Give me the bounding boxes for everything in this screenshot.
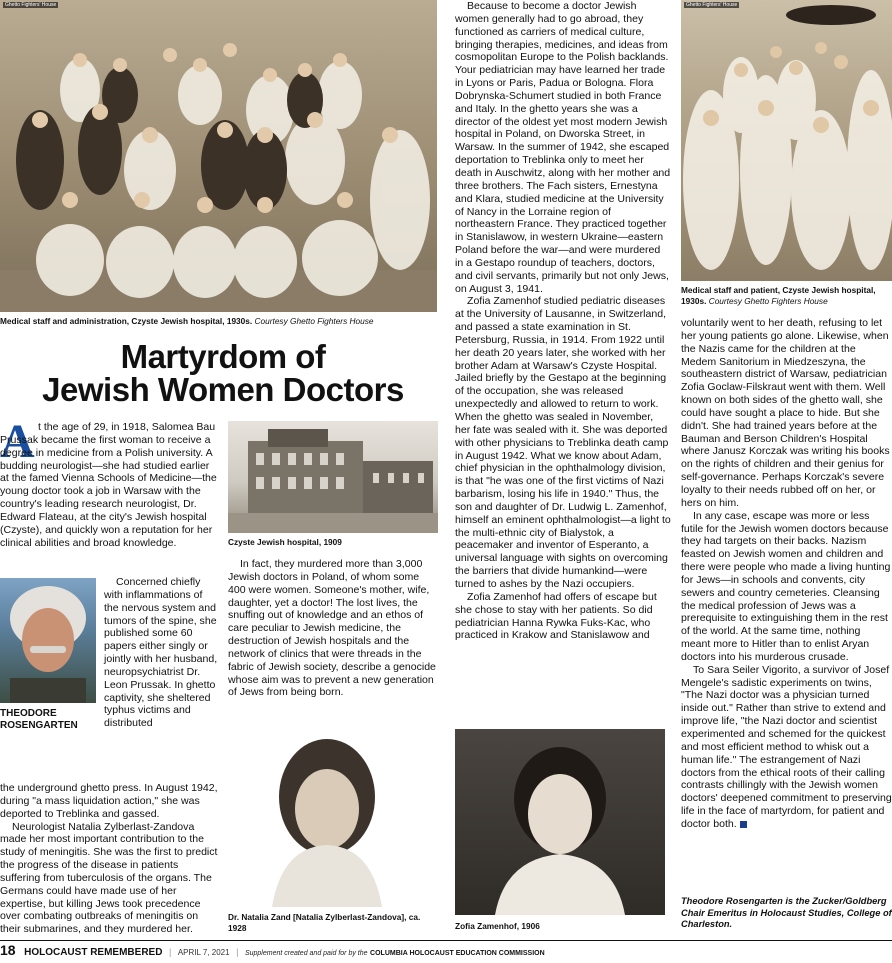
hospital-building-illustration <box>228 421 438 533</box>
author-name <box>0 708 100 732</box>
supplement-note: Supplement created and paid for by the <box>244 950 368 957</box>
paragraph: In any case, escape was more or less futile for the Jewish women doctors because they had targets on their backs. Nazism feasted on Jewish women and children and there were people who made a living hunting for Jews—in schools and convents, city sewers and country cemeteries. Cleansing the medical profession of Jews was a prerequisite to extinguishing them in the rest of the world. At the same time, nothing meant more to Hitler than to enlist Aryan doctors into his murderous crusade. <box>681 509 891 663</box>
photo-credit-tag: Ghetto Fighters' House <box>5 2 57 8</box>
paragraph: Because to become a doctor Jewish women generally had to go abroad, they functioned as carriers of medical culture, bringing therapies, medicines, and ideas from cosmopolitan Europe to the Polish backlands. Your pediatrician may have learned her trade in Lyons or Paris, Padua or Bologna. Flora Dobrynska-Schumert studied in both France and Italy. In the ghetto years she was a director of the oldest yet most modern Jewish hospital in Poland, on Dworska Street, in Warsaw. In the summer of 1942, she escaped deportation to Treblinka only to meet her death in Auschwitz, along with her mother and three brothers. The Fach sisters, Ernestyna and Klara, studied medicine at the University of Nancy in the Lorraine region of northeastern France. They practiced together in Stanislawow, in western Ukraine—eastern Poland before the war—and were murdered in a Gestapo roundup of teachers, doctors, and civil servants, primarily but not only Jews, on August 3, 1941. <box>455 0 671 295</box>
caption-title: Medical staff and administration, Czyste Jewish hospital, 1930s. <box>0 316 253 326</box>
staff-group-photo <box>0 0 437 312</box>
zand-portrait <box>252 727 402 907</box>
zamenhof-portrait-photo <box>455 729 665 915</box>
column-2-text <box>228 558 438 699</box>
paragraph: In fact, they murdered more than 3,000 Jewish doctors in Poland, of whom some 400 were women. Someone's mother, wife, daughter, yet a doctor! The lost lives, the snuffing out of knowledge and an ethos of care peculiar to Jewish medicine, the destruction of Jewish hospitals and the network of clinics that were threads in the fabric of Jewish society, describe a genocide whose aim was to prevent a new generation of Jews from being born. <box>228 558 436 699</box>
caption-title: Medical staff and patient, Czyste Jewish hospital, 1930s. <box>681 285 876 306</box>
issue-date: APRIL 7, 2021 <box>177 948 230 957</box>
page-number: 18 <box>0 942 16 958</box>
zamenhof-caption <box>455 921 665 932</box>
hospital-photo <box>228 421 438 533</box>
staff-figures-illustration <box>0 0 437 312</box>
author-name-line-1: THEODORE <box>0 708 57 719</box>
staff-patient-illustration <box>681 0 892 281</box>
author-portrait <box>0 578 96 703</box>
paragraph: Concerned chiefly with inflammations of the nervous system and tumors of the spine, she published some 60 papers either singly or jointly with her husband, neuropsychiatrist Dr. Leon Prussak. In ghetto captivity, she sheltered typhus victims and distributed <box>104 576 218 730</box>
column-4-text <box>681 317 892 831</box>
paragraph: t the age of 29, in 1918, Salomea Bau Prussak became the first woman to receive a degree in medicine from a Polish university. A budding neurologist—she had studied earlier at the famed Vienna Schools of Medicine—the young doctor took a job in Warsaw with the country's leading research neurologist, Dr. Edward Flateau, at the city's Jewish hospital (Czyste), and quickly won a reputation for her clinical abilities and broad knowledge. <box>0 421 217 549</box>
article-headline <box>0 340 446 406</box>
zand-portrait-photo <box>252 727 402 907</box>
section-name: HOLOCAUST REMEMBERED <box>24 947 163 958</box>
drop-cap: A <box>0 415 35 468</box>
headline-line-2: Jewish Women Doctors <box>42 371 404 408</box>
paragraph: voluntarily went to her death, refusing to let her young patients go alone. Likewise, when the Nazis came for the children at the Medem Sanitorium in Miedzeszyna, the southeastern district of Warsaw, pediatrician Zofia Goclaw-Filskraut went with them. Well known on both sides of the ghetto wall, she could have sought a place to hide. But she didn't. She had trained years before at the Bauman and Berson Children's Hospital where Janusz Korczak was writing his books on the rights of children and their genius for self-governance. Perhaps Korczak's severe loyalty to their needs rubbed off on her, or hers on him. <box>681 317 890 509</box>
column-3-text <box>455 0 671 642</box>
paragraph: Neurologist Natalia Zylberlast-Zandova made her most important contribution to the study of meningitis. She was the first to predict the progress of the disease in patients suffering from tuberculosis of the organs. The Germans could have made use of her expertise, but killing Jews took precedence over combating outbreaks of meningitis on their submarines, and they murdered her. <box>0 820 218 936</box>
column-1-wrap <box>104 576 220 730</box>
caption-title: Zofia Zamenhof, 1906 <box>455 921 540 931</box>
paragraph: Zofia Zamenhof had offers of escape but she chose to stay with her patients. So did pediatrician Hanna Rywka Fuks-Kac, who practiced in Krakow and Stanislawow and <box>455 590 657 642</box>
footer-separator: | <box>236 947 239 957</box>
hospital-caption <box>228 537 438 548</box>
zamenhof-portrait <box>455 729 665 915</box>
caption-credit: Courtesy Ghetto Fighters House <box>254 316 374 326</box>
paragraph: Zofia Zamenhof studied pediatric diseases at the University of Lausanne, in Switzerland, and passed a state examination in St. Petersburg, Russia, in 1914. From 1922 until her death 20 years later, she worked with her brother Adam at Warsaw's Czyste Hospital. Jailed briefly by the Gestapo at the beginning of the occupation, she was released unexpectedly and allowed to return to work. When the ghetto was sealed in November, her fate was sealed with it. She was deported with other physicians to Treblinka death camp in August 1942. What we know about Adam, chief physician in the ophthalmology division, is that "he was one of the first victims of Nazi barbarism, losing his life in 1940." Thus, the son and daughter of Dr. Ludwig L. Zamenhof, himself an eminent ophthalmologist—a light to the multi-ethnic city of Bialystok, a peacemaker and inventor of Esperanto, a universal language with sights on overcoming the barriers that divide humankind—were turned to ashes by the Nazi occupiers. <box>455 295 671 590</box>
caption-title: Dr. Natalia Zand [Natalia Zylberlast-Zandova], ca. 1928 <box>228 912 421 933</box>
photo-credit-tag: Ghetto Fighters' House <box>686 2 738 8</box>
staff-photo-caption <box>0 316 440 327</box>
author-photo <box>0 578 96 703</box>
sponsor-org: COLUMBIA HOLOCAUST EDUCATION COMMISSION <box>370 950 545 957</box>
column-1-intro <box>0 415 220 549</box>
author-name-line-2: ROSENGARTEN <box>0 720 78 731</box>
caption-credit: Courtesy Ghetto Fighters House <box>708 295 828 306</box>
column-1-rest <box>0 782 220 936</box>
author-bio: Theodore Rosengarten is the Zucker/Goldberg Chair Emeritus in Holocaust Studies, College of Charleston. <box>681 896 892 930</box>
paragraph: the underground ghetto press. In August 1942, during "a mass liquidation action," she was deported to Treblinka and gassed. <box>0 782 218 820</box>
footer-separator: | <box>168 947 172 957</box>
caption-title: Czyste Jewish hospital, 1909 <box>228 537 342 547</box>
page-footer <box>0 940 892 960</box>
headline-line-1: Martyrdom of <box>120 338 326 375</box>
staff-patient-caption <box>681 285 892 306</box>
staff-patient-photo <box>681 0 892 281</box>
zand-caption <box>228 912 438 933</box>
paragraph: To Sara Seiler Vigorito, a survivor of Josef Mengele's sadistic experiments on twins, "The Nazi doctor was a physician turned inside out." Rather than strive to extend and improve life, "the Nazi doctor and scientist experimented and schemed for the quickest and most efficient method to whisk out a human life." The estrangement of Nazi doctors from the ethical roots of their calling contrasts chillingly with the Jewish women doctors' deepened commitment to preserving life in the face of martyrdom, for patient and doctor both. <box>681 663 892 830</box>
end-mark <box>740 821 747 828</box>
